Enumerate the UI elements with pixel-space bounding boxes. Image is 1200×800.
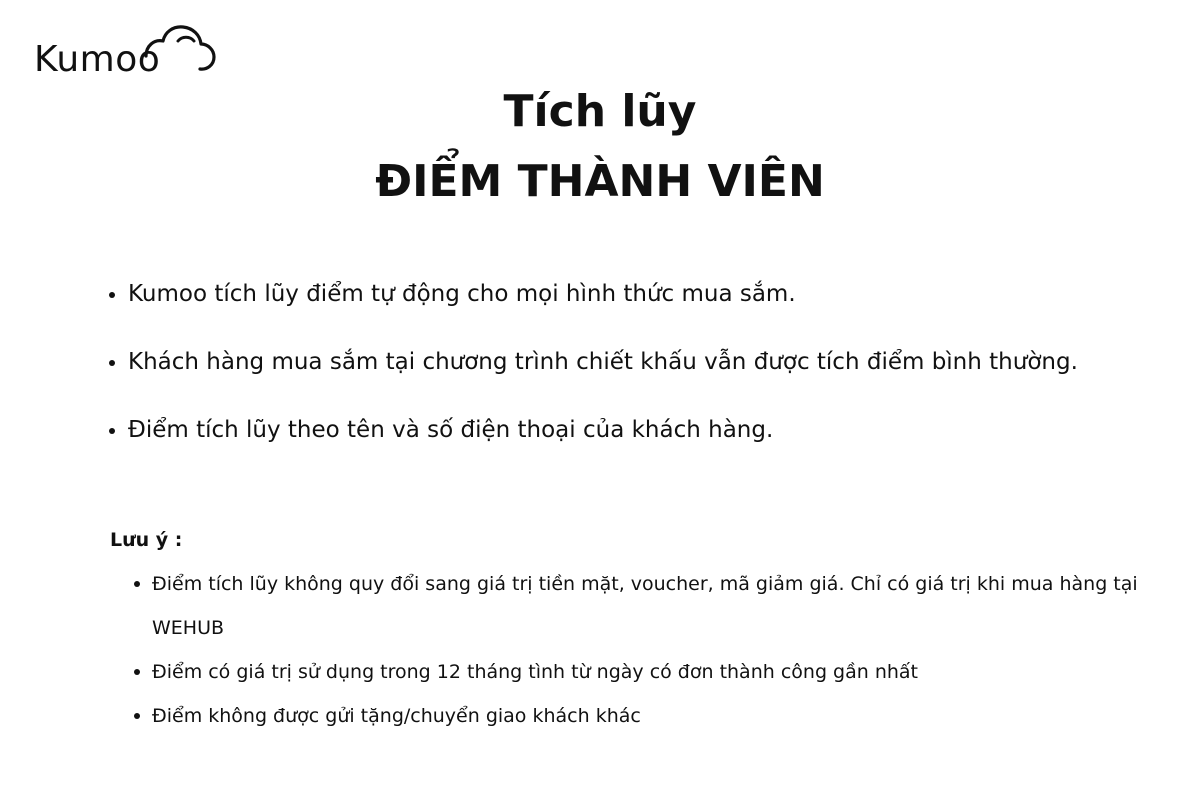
page-title-line1: Tích lũy (503, 86, 697, 137)
logo-text: Kumoo (34, 39, 161, 80)
main-point-item: Khách hàng mua sắm tại chương trình chiết khấu vẫn được tích điểm bình thường. (108, 344, 1178, 380)
note-item: Điểm tích lũy không quy đổi sang giá trị tiền mặt, voucher, mã giảm giá. Chỉ có giá trị khi mua hàng tại WEHUB (134, 562, 1154, 650)
brand-logo (32, 24, 192, 84)
notes-list (134, 562, 1154, 738)
note-item: Điểm có giá trị sử dụng trong 12 tháng tình từ ngày có đơn thành công gần nhất (134, 650, 1154, 694)
note-item: Điểm không được gửi tặng/chuyển giao khách khác (134, 694, 1154, 738)
main-point-item: Điểm tích lũy theo tên và số điện thoại của khách hàng. (108, 412, 1178, 448)
main-points-list (108, 276, 1178, 480)
page-title-line2: ĐIỂM THÀNH VIÊN (375, 156, 825, 207)
notes-title: Lưu ý : (110, 529, 183, 551)
main-point-item: Kumoo tích lũy điểm tự động cho mọi hình thức mua sắm. (108, 276, 1178, 312)
